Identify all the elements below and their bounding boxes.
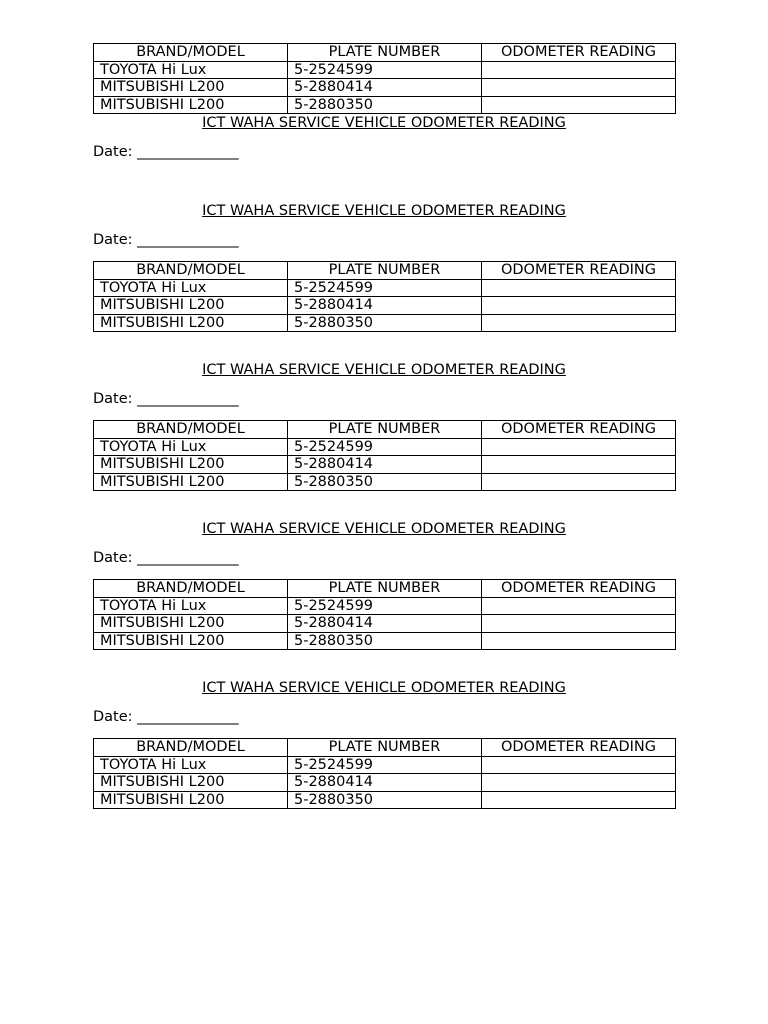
table-row [94,632,676,650]
cell-brand-model: TOYOTA Hi Lux [94,61,288,79]
cell-odometer-reading [482,96,676,114]
cell-plate-number: 5-2880414 [288,774,482,792]
column-header-plate-number: PLATE NUMBER [288,44,482,62]
date-field-label: Date: ______________ [93,232,239,248]
column-header-brand-model: BRAND/MODEL [94,262,288,280]
column-header-brand-model: BRAND/MODEL [94,580,288,598]
cell-plate-number: 5-2880414 [288,615,482,633]
cell-odometer-reading [482,297,676,315]
cell-odometer-reading [482,756,676,774]
column-header-brand-model: BRAND/MODEL [94,421,288,439]
cell-brand-model: MITSUBISHI L200 [94,297,288,315]
odometer-table [93,261,676,332]
column-header-odometer-reading: ODOMETER READING [482,262,676,280]
odometer-table [93,420,676,491]
table-row [94,756,676,774]
table-row [94,79,676,97]
cell-brand-model: MITSUBISHI L200 [94,632,288,650]
table-header-row [94,580,676,598]
cell-plate-number: 5-2880414 [288,456,482,474]
odometer-table [93,579,676,650]
cell-plate-number: 5-2880414 [288,79,482,97]
cell-brand-model: TOYOTA Hi Lux [94,279,288,297]
cell-plate-number: 5-2880350 [288,314,482,332]
column-header-odometer-reading: ODOMETER READING [482,421,676,439]
cell-brand-model: MITSUBISHI L200 [94,473,288,491]
cell-brand-model: MITSUBISHI L200 [94,791,288,809]
column-header-odometer-reading: ODOMETER READING [482,44,676,62]
cell-plate-number: 5-2524599 [288,438,482,456]
table-row [94,456,676,474]
table-header-row [94,44,676,62]
table-row [94,314,676,332]
table-row [94,61,676,79]
cell-plate-number: 5-2524599 [288,597,482,615]
form-title: ICT WAHA SERVICE VEHICLE ODOMETER READING [202,680,566,696]
cell-odometer-reading [482,615,676,633]
date-field-label: Date: ______________ [93,709,239,725]
cell-brand-model: MITSUBISHI L200 [94,615,288,633]
cell-odometer-reading [482,79,676,97]
column-header-odometer-reading: ODOMETER READING [482,739,676,757]
table-row [94,791,676,809]
table-row [94,438,676,456]
cell-odometer-reading [482,473,676,491]
cell-odometer-reading [482,456,676,474]
cell-brand-model: MITSUBISHI L200 [94,456,288,474]
column-header-brand-model: BRAND/MODEL [94,739,288,757]
odometer-table [93,43,676,114]
form-title: ICT WAHA SERVICE VEHICLE ODOMETER READING [202,521,566,537]
cell-plate-number: 5-2880350 [288,632,482,650]
table-header-row [94,262,676,280]
odometer-table [93,738,676,809]
table-row [94,597,676,615]
table-row [94,473,676,491]
cell-brand-model: MITSUBISHI L200 [94,314,288,332]
form-title: ICT WAHA SERVICE VEHICLE ODOMETER READING [202,115,566,131]
date-field-label: Date: ______________ [93,550,239,566]
table-row [94,279,676,297]
table-row [94,615,676,633]
cell-plate-number: 5-2524599 [288,279,482,297]
cell-brand-model: MITSUBISHI L200 [94,96,288,114]
table-row [94,297,676,315]
table-row [94,774,676,792]
cell-brand-model: TOYOTA Hi Lux [94,597,288,615]
table-header-row [94,421,676,439]
form-title: ICT WAHA SERVICE VEHICLE ODOMETER READING [202,203,566,219]
date-field-label: Date: ______________ [93,144,239,160]
cell-odometer-reading [482,438,676,456]
cell-plate-number: 5-2880350 [288,791,482,809]
cell-odometer-reading [482,314,676,332]
cell-odometer-reading [482,632,676,650]
cell-plate-number: 5-2880350 [288,96,482,114]
cell-odometer-reading [482,597,676,615]
column-header-odometer-reading: ODOMETER READING [482,580,676,598]
cell-brand-model: MITSUBISHI L200 [94,79,288,97]
cell-plate-number: 5-2880350 [288,473,482,491]
date-field-label: Date: ______________ [93,391,239,407]
cell-brand-model: TOYOTA Hi Lux [94,756,288,774]
column-header-brand-model: BRAND/MODEL [94,44,288,62]
cell-odometer-reading [482,791,676,809]
cell-brand-model: TOYOTA Hi Lux [94,438,288,456]
column-header-plate-number: PLATE NUMBER [288,421,482,439]
column-header-plate-number: PLATE NUMBER [288,739,482,757]
cell-plate-number: 5-2880414 [288,297,482,315]
column-header-plate-number: PLATE NUMBER [288,262,482,280]
cell-plate-number: 5-2524599 [288,61,482,79]
form-title: ICT WAHA SERVICE VEHICLE ODOMETER READING [202,362,566,378]
cell-plate-number: 5-2524599 [288,756,482,774]
cell-odometer-reading [482,61,676,79]
cell-odometer-reading [482,279,676,297]
table-row [94,96,676,114]
cell-brand-model: MITSUBISHI L200 [94,774,288,792]
table-header-row [94,739,676,757]
cell-odometer-reading [482,774,676,792]
column-header-plate-number: PLATE NUMBER [288,580,482,598]
